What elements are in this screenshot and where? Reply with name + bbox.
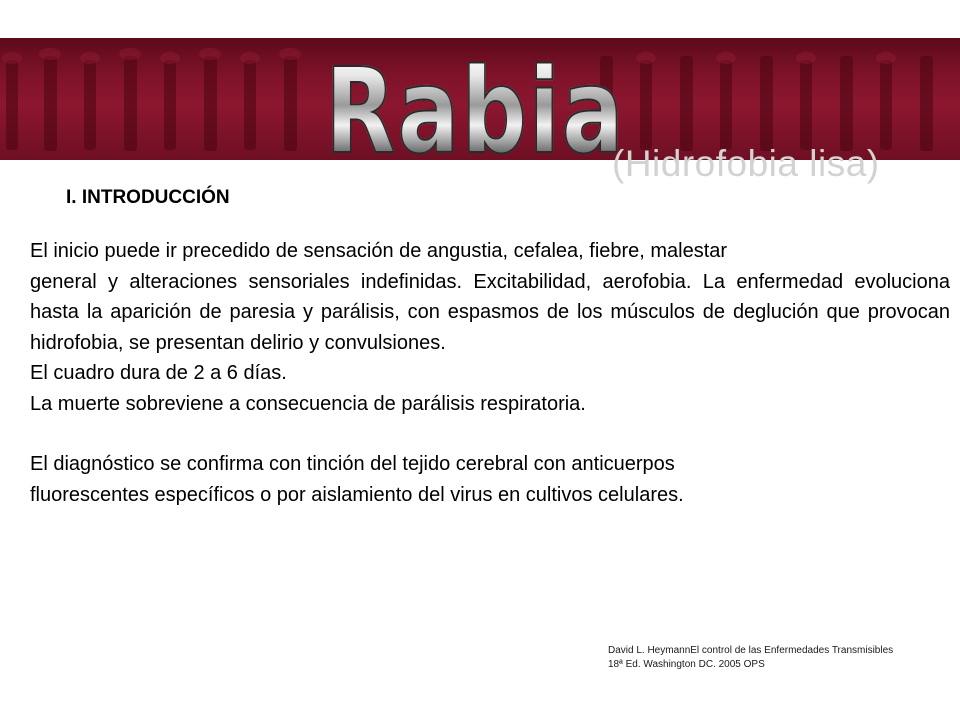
death-sentence: La muerte sobreviene a consecuencia de parálisis respiratoria. (30, 392, 586, 415)
title-banner (0, 38, 960, 184)
diagnosis-line-1: El diagnóstico se confirma con tinción del tejido cerebral con anticuerpos (30, 453, 675, 475)
citation-line-2: 18ª Ed. Washington DC. 2005 OPS (608, 659, 765, 670)
source-citation (608, 644, 958, 672)
paragraph-spacer (30, 419, 950, 449)
intro-paragraph: general y alteraciones sensoriales indefinidas. Excitabilidad, aerofobia. La enfermedad evoluciona hasta la aparición de paresia y parálisis, con espasmos de los músculos de deglución que provocan hidrofobia, se presentan delirio y convulsiones. (30, 270, 950, 354)
diagnosis-line-2: fluorescentes específicos o por aislamiento del virus en cultivos celulares. (30, 483, 684, 506)
page-title: Rabia (325, 42, 626, 180)
section-heading: I. INTRODUCCIÓN (66, 187, 230, 208)
body-text (30, 236, 950, 510)
page-subtitle: (Hidrofobia lisa) (612, 143, 880, 184)
duration-sentence: El cuadro dura de 2 a 6 días. (30, 362, 287, 384)
intro-first-line: El inicio puede ir precedido de sensación de angustia, cefalea, fiebre, malestar (30, 240, 728, 262)
citation-line-1: David L. HeymannEl control de las Enfermedades Transmisibles (608, 645, 894, 656)
